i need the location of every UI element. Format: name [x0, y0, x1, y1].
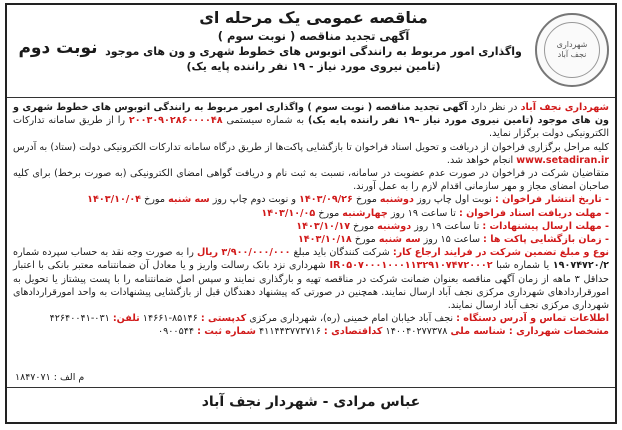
notice-subject-detail: (تامین نیروی مورد نیاز - ۱۹ نفر راننده پایه یک): [186, 60, 441, 73]
postal-code: ۸۵۱۴۶-۱۴۶۶۱: [139, 313, 201, 325]
process-text: کلیه مراحل برگزاری فراخوان از دریافت و تحویل اسناد فراخوان تا بازگشایی پاکت‌ها از طریق درگاه سامانه تدارکات الکترونیکی دولت (ستاد) به آدرس: [13, 141, 609, 153]
publish-text-d: مورخ: [141, 194, 169, 206]
contact-address: نجف آباد خیابان امام خمینی (ره)، شهرداری مرکزی: [246, 313, 457, 325]
mayor-signature: عباس مرادی - شهردار نجف آباد: [201, 394, 421, 410]
org-name: شهرداری نجف آباد: [520, 102, 609, 113]
process-paragraph: [13, 141, 609, 167]
guarantee-text-a: شرکت کنندگان باید مبلغ: [290, 247, 393, 259]
intro-paragraph: [13, 101, 609, 141]
postal-code-label: کدپستی :: [200, 313, 247, 325]
publish-date-1: ۱۴۰۳/۰۹/۲۶: [299, 194, 353, 206]
national-id: ۱۴۰۰۴۰۲۷۷۳۷۸: [382, 326, 451, 338]
publish-text-c: و نوبت دوم چاپ روز: [209, 194, 300, 206]
tender-notice: [5, 3, 617, 424]
guarantee-text-d: شهرداری نزد بانک رسالت واریز و یا معادل آن ضمانتنامه معتبر بانکی با اعتبار حداقل ۳ ماهه از زمان آگهی مناقصه بعنوان ضمانت شرکت در مناقصه تهیه و بارگذاری نمایند و سپس اصل ضمانتنامه را با پست پیشتاز یا تحویل به امورقراردادهای شهرداری مرکزی نجف آباد ارسال نمایند. همچنین در صورتی که پیشنهاد دهندگان قبل از بازگشایی پیشنهادات به واحد امورقراردادهای شهرداری مرکزی نجف آباد ارسال نمایند.: [13, 260, 609, 312]
opening-time-text-b: مورخ: [351, 234, 379, 246]
proposal-deadline-label: - مهلت ارسال پیشنهادات :: [482, 220, 609, 232]
system-number: ۲۰۰۳۰۹۰۲۸۶۰۰۰۰۴۸: [128, 115, 223, 127]
phone-label: تلفن:: [112, 313, 140, 325]
logo-text-1: شهرداری: [556, 40, 588, 49]
publish-day-2: سه شنبه: [168, 194, 210, 206]
economic-code-label: کداقتصادی :: [323, 326, 383, 338]
opening-time-label: - زمان بازگشایی پاکت ها :: [483, 234, 609, 246]
guarantee-amount: ۳/۹۰۰/۰۰۰/۰۰۰ ریال: [196, 247, 291, 259]
intro-text-d: را از طریق سامانه تدارکات الکترونیکی دولت برگزار نماید.: [13, 115, 609, 140]
header-titles: [102, 7, 525, 74]
notice-header: [7, 5, 615, 98]
documents-deadline-date: ۱۴۰۳/۱۰/۰۵: [261, 207, 316, 219]
proposal-deadline-text-b: مورخ: [350, 220, 378, 232]
iban-number: IR۰۵۰۷۰۰۰۱۰۰۰۱۱۳۲۹۱۰۷۴۷۲۰۰۰۲: [329, 260, 493, 272]
publish-date-line: [13, 193, 609, 206]
publish-text-a: نوبت اول چاپ روز: [413, 194, 495, 206]
publish-date-2: ۱۴۰۳/۱۰/۰۴: [87, 194, 142, 206]
documents-deadline-line: [13, 207, 609, 220]
publish-text-b: مورخ: [352, 194, 380, 206]
documents-deadline-day: چهارشنبه: [342, 207, 388, 219]
notice-subtitle: آگهی تجدید مناقصه ( نوبت سوم ): [217, 29, 410, 43]
logo-emblem: [544, 22, 600, 78]
guarantee-text-b: را به صورت وجه نقد به حساب سپرده شماره: [13, 247, 197, 259]
logo-text-2: نجف آباد: [557, 50, 587, 59]
guarantee-text-c: یا شماره شبا: [492, 260, 553, 272]
proposal-deadline-text: تا ساعت ۱۹ روز: [411, 220, 483, 232]
contact-line: [13, 312, 609, 325]
municipality-logo: [535, 13, 609, 87]
contact-label: اطلاعات تماس و آدرس دستگاه :: [456, 313, 609, 325]
documents-deadline-text: تا ساعت ۱۹ روز: [387, 207, 459, 219]
notice-footer: [7, 372, 615, 422]
publish-day-1: دوشنبه: [379, 194, 414, 206]
intro-subject: آگهی تجدید مناقصه ( نوبت سوم ) واگذاری امور مربوط به رانندگی اتوبوس های خطوط شهری و ون های موجود (تامین نیروی مورد نیاز –۱۹ نفر راننده پایه یک): [13, 102, 609, 127]
registration-number-label: شماره ثبت :: [197, 326, 256, 338]
registration-paragraph: متقاضیان شرکت در فراخوان در صورت عدم عضویت در سامانه، نسبت به ثبت نام و دریافت گواهی امضای الکترونیکی (به صورت برخط) برای کلیه صاحبان امضای مجاز و مهر سازمانی اقدام لازم را به عمل آورند.: [13, 168, 609, 193]
notice-title: مناقصه عمومی یک مرحله ای: [199, 8, 428, 27]
documents-deadline-label: - مهلت دریافت اسناد فراخوان :: [458, 207, 609, 219]
deposit-account: ۱۹۰۷۴۷۲۰/۲: [552, 260, 609, 272]
opening-time-line: [13, 233, 609, 246]
proposal-deadline-line: [13, 220, 609, 233]
proposal-deadline-day: دوشنبه: [377, 220, 412, 232]
process-text-end: انجام خواهد شد.: [446, 154, 517, 166]
opening-date: ۱۴۰۳/۱۰/۱۸: [297, 234, 352, 246]
national-id-label: مشخصات شهرداری : شناسه ملی: [450, 326, 609, 338]
publication-round-label: نوبت دوم: [18, 38, 98, 58]
guarantee-label: نوع و مبلغ تضمین شرکت در فرایند ارجاع کار:: [392, 247, 609, 259]
economic-code: ۴۱۱۴۴۳۷۷۳۷۱۶: [255, 326, 324, 338]
notice-subject: واگذاری امور مربوط به رانندگی اتوبوس های خطوط شهری و ون های موجود: [105, 45, 522, 58]
proposal-deadline-date: ۱۴۰۳/۱۰/۱۷: [296, 220, 351, 232]
registration-number: ۰۹۰۰۵۴۴: [157, 326, 198, 338]
notice-body: [13, 101, 609, 386]
municipality-ids-line: [13, 325, 609, 338]
publish-date-label: - تاریخ انتشار فراخوان :: [494, 194, 609, 206]
guarantee-paragraph: [13, 246, 609, 312]
intro-text-c: به شماره سیستمی: [222, 115, 308, 127]
documents-deadline-text-b: مورخ: [315, 207, 343, 219]
notice-code: م الف : ۱۸۴۷۰۷۱: [15, 372, 85, 383]
opening-time-text: ساعت ۱۵ روز: [420, 234, 484, 246]
phone-number: ۰۳۱-۴۲۶۴۰۰۴۱: [49, 313, 113, 325]
setad-url-link[interactable]: www.setadiran.ir: [516, 154, 609, 166]
intro-text-a: در نظر دارد: [467, 102, 521, 113]
opening-day: سه شنبه: [378, 234, 421, 246]
